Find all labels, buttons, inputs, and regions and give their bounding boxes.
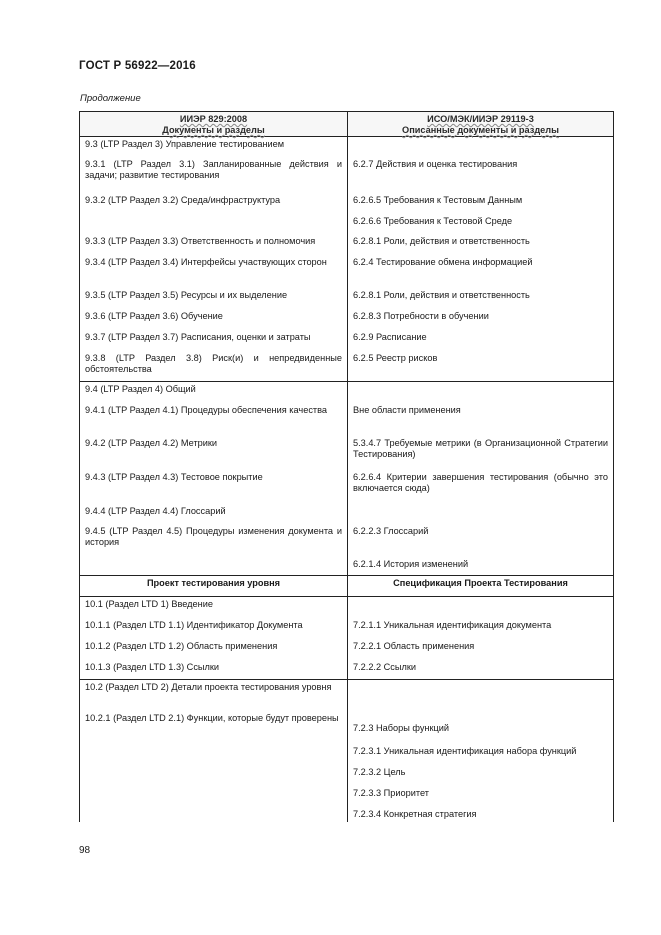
left-cell: 9.3.7 (LTP Раздел 3.7) Расписания, оценки и затраты [80, 330, 348, 351]
left-cell: 9.3.5 (LTP Раздел 3.5) Ресурсы и их выделение [80, 288, 348, 309]
left-header-line2: Документы и разделы [162, 125, 265, 136]
table-row [80, 470, 614, 504]
mapping-table [79, 111, 614, 822]
table-row [80, 193, 614, 214]
table-row [80, 351, 614, 382]
right-cell: 7.2.3 Наборы функций [348, 711, 614, 744]
table-row [80, 524, 614, 557]
left-cell: 9.3.4 (LTP Раздел 3.4) Интерфейсы участвующих сторон [80, 255, 348, 288]
right-cell: 6.2.6.6 Требования к Тестовой Среде [348, 214, 614, 234]
left-cell: 9.4.1 (LTP Раздел 4.1) Процедуры обеспечения качества [80, 403, 348, 436]
right-header-line2: Описанные документы и разделы [402, 125, 559, 136]
right-cell [348, 504, 614, 524]
left-cell: 9.3.8 (LTP Раздел 3.8) Риск(и) и непредвиденные обстоятельства [80, 351, 348, 382]
left-cell: 10.1.2 (Раздел LTD 1.2) Область применения [80, 639, 348, 660]
subheader-right: Спецификация Проекта Тестирования [348, 576, 614, 597]
table-row [80, 786, 614, 807]
table-row [80, 157, 614, 193]
right-cell: 6.2.1.4 История изменений [348, 557, 614, 576]
page-number: 98 [79, 845, 91, 856]
left-column-header [80, 112, 348, 137]
left-cell: 9.4.2 (LTP Раздел 4.2) Метрики [80, 436, 348, 470]
table-row [80, 639, 614, 660]
right-cell: 7.2.2.1 Область применения [348, 639, 614, 660]
table-row [80, 680, 614, 711]
right-cell [348, 680, 614, 711]
table-row [80, 618, 614, 639]
right-header-line1: ИСО/МЭК/ИИЭР 29119-3 [427, 114, 534, 124]
left-cell [80, 744, 348, 765]
left-cell: 9.3.1 (LTP Раздел 3.1) Запланированные действия и задачи; развитие тестирования [80, 157, 348, 193]
left-cell [80, 557, 348, 576]
table-row [80, 807, 614, 822]
table-row [80, 436, 614, 470]
right-cell: 6.2.8.1 Роли, действия и ответственность [348, 234, 614, 255]
right-column-header [348, 112, 614, 137]
right-cell [348, 382, 614, 403]
table-row [80, 214, 614, 234]
table-row [80, 330, 614, 351]
left-cell: 10.1.1 (Раздел LTD 1.1) Идентификатор Документа [80, 618, 348, 639]
left-cell: 10.2.1 (Раздел LTD 2.1) Функции, которые будут проверены [80, 711, 348, 744]
right-cell: 6.2.8.3 Потребности в обучении [348, 309, 614, 330]
right-cell: 6.2.7 Действия и оценка тестирования [348, 157, 614, 193]
left-cell: 9.4.3 (LTP Раздел 4.3) Тестовое покрытие [80, 470, 348, 504]
table-row [80, 137, 614, 157]
right-cell: 6.2.2.3 Глоссарий [348, 524, 614, 557]
left-cell: 9.3 (LTP Раздел 3) Управление тестированием [80, 137, 348, 157]
document-code: ГОСТ Р 56922—2016 [79, 60, 196, 72]
right-cell: 6.2.5 Реестр рисков [348, 351, 614, 382]
right-cell: 7.2.1.1 Уникальная идентификация документа [348, 618, 614, 639]
table-row [80, 597, 614, 618]
right-cell: 7.2.3.4 Конкретная стратегия [348, 807, 614, 822]
left-cell: 10.1.3 (Раздел LTD 1.3) Ссылки [80, 660, 348, 680]
left-cell: 9.4.4 (LTP Раздел 4.4) Глоссарий [80, 504, 348, 524]
right-cell: 7.2.3.1 Уникальная идентификация набора функций [348, 744, 614, 765]
right-cell: Вне области применения [348, 403, 614, 436]
right-cell: 7.2.3.3 Приоритет [348, 786, 614, 807]
right-cell [348, 597, 614, 618]
right-cell: 5.3.4.7 Требуемые метрики (в Организационной Стратегии Тестирования) [348, 436, 614, 470]
left-cell: 10.2 (Раздел LTD 2) Детали проекта тестирования уровня [80, 680, 348, 711]
left-cell: 9.4 (LTP Раздел 4) Общий [80, 382, 348, 403]
table-row [80, 744, 614, 765]
right-cell: 6.2.6.4 Критерии завершения тестирования (обычно это включается сюда) [348, 470, 614, 504]
continuation-label: Продолжение [80, 93, 141, 104]
right-cell: 6.2.9 Расписание [348, 330, 614, 351]
left-cell [80, 786, 348, 807]
right-cell: 7.2.2.2 Ссылки [348, 660, 614, 680]
left-cell [80, 214, 348, 234]
left-cell: 9.3.3 (LTP Раздел 3.3) Ответственность и полномочия [80, 234, 348, 255]
right-cell: 6.2.6.5 Требования к Тестовым Данным [348, 193, 614, 214]
subheader-row [80, 576, 614, 597]
left-cell [80, 765, 348, 786]
left-cell: 10.1 (Раздел LTD 1) Введение [80, 597, 348, 618]
table-row [80, 765, 614, 786]
table-header-row [80, 112, 614, 137]
left-header-line1: ИИЭР 829:2008 [179, 114, 248, 124]
table-row [80, 234, 614, 255]
left-cell: 9.4.5 (LTP Раздел 4.5) Процедуры изменения документа и история [80, 524, 348, 557]
table-row [80, 309, 614, 330]
table-row [80, 504, 614, 524]
table-row [80, 255, 614, 288]
left-cell [80, 807, 348, 822]
table-row [80, 660, 614, 680]
right-cell: 6.2.8.1 Роли, действия и ответственность [348, 288, 614, 309]
table-row [80, 403, 614, 436]
subheader-left: Проект тестирования уровня [80, 576, 348, 597]
right-cell: 6.2.4 Тестирование обмена информацией [348, 255, 614, 288]
table-row [80, 288, 614, 309]
table-row [80, 557, 614, 576]
right-cell [348, 137, 614, 157]
table-row [80, 382, 614, 403]
right-cell: 7.2.3.2 Цель [348, 765, 614, 786]
left-cell: 9.3.2 (LTP Раздел 3.2) Среда/инфраструктура [80, 193, 348, 214]
table-row [80, 711, 614, 744]
left-cell: 9.3.6 (LTP Раздел 3.6) Обучение [80, 309, 348, 330]
